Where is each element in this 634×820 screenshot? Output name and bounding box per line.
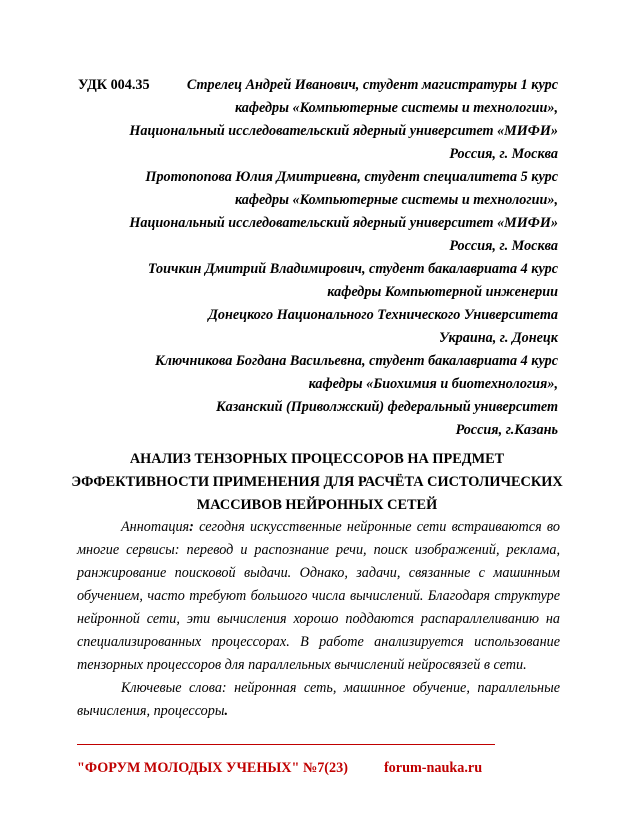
abstract-label: Аннотация	[121, 519, 190, 535]
keywords-text: нейронная сеть, машинное обучение, параллельные вычисления, процессоры	[77, 680, 560, 719]
paper-title	[70, 448, 564, 517]
keywords-label: Ключевые слова:	[121, 680, 227, 696]
author-line: Казанский (Приволжский) федеральный университет	[216, 399, 558, 415]
abstract-section	[77, 516, 560, 723]
title-line: ЭФФЕКТИВНОСТИ ПРИМЕНЕНИЯ ДЛЯ РАСЧЁТА СИСТОЛИЧЕСКИХ	[71, 474, 563, 490]
footer	[77, 760, 482, 777]
author-line: Украина, г. Донецк	[438, 330, 558, 346]
abstract-text: сегодня искусственные нейронные сети встраиваются во многие сервисы: перевод и распознание речи, поиск изображений, реклама, ранжирование поисковой выдачи. Однако, задачи, связанные с машинным обучением, часто требуют большого числа вычислений. Благодаря структуре нейронной сети, эти вычисления хорошо поддаются распараллеливанию на специализированных процессорах. В работе анализируется использование тензорных процессоров для параллельных вычислений нейросвязей в сети.	[77, 519, 560, 673]
author-line: кафедры «Компьютерные системы и технологии»,	[234, 192, 558, 208]
author-line: Протопопова Юлия Дмитриевна, студент специалитета 5 курс	[145, 169, 558, 185]
abstract-colon: :	[189, 519, 194, 535]
journal-site-link[interactable]: forum-nauka.ru	[383, 760, 483, 776]
author-line: Национальный исследовательский ядерный университет «МИФИ»	[129, 123, 558, 139]
author-line: Национальный исследовательский ядерный университет «МИФИ»	[129, 215, 558, 231]
author-block	[78, 74, 558, 442]
author-line: Тоичкин Дмитрий Владимирович, студент бакалавриата 4 курс	[147, 261, 558, 277]
abstract-paragraph	[77, 516, 560, 677]
author-line: Ключникова Богдана Васильевна, студент бакалавриата 4 курс	[154, 353, 558, 369]
author-line: Россия, г. Москва	[449, 238, 558, 254]
author-line: кафедры «Компьютерные системы и технологии»,	[234, 100, 558, 116]
udk-code: УДК 004.35	[78, 77, 150, 93]
author-line: Россия, г. Москва	[449, 146, 558, 162]
author-line: кафедры «Биохимия и биотехнология»,	[308, 376, 558, 392]
journal-name: "ФОРУМ МОЛОДЫХ УЧЕНЫХ" №7(23)	[77, 760, 348, 776]
footer-divider	[77, 744, 495, 745]
keywords-end: .	[224, 703, 229, 719]
author-line: Донецкого Национального Технического Университета	[208, 307, 558, 323]
title-line: МАССИВОВ НЕЙРОННЫХ СЕТЕЙ	[196, 497, 438, 513]
author-line: Стрелец Андрей Иванович, студент магистратуры 1 курс	[186, 77, 558, 93]
keywords-paragraph	[77, 677, 560, 723]
title-line: АНАЛИЗ ТЕНЗОРНЫХ ПРОЦЕССОРОВ НА ПРЕДМЕТ	[129, 451, 505, 467]
author-line: кафедры Компьютерной инженерии	[327, 284, 558, 300]
author-line: Россия, г.Казань	[455, 422, 558, 438]
